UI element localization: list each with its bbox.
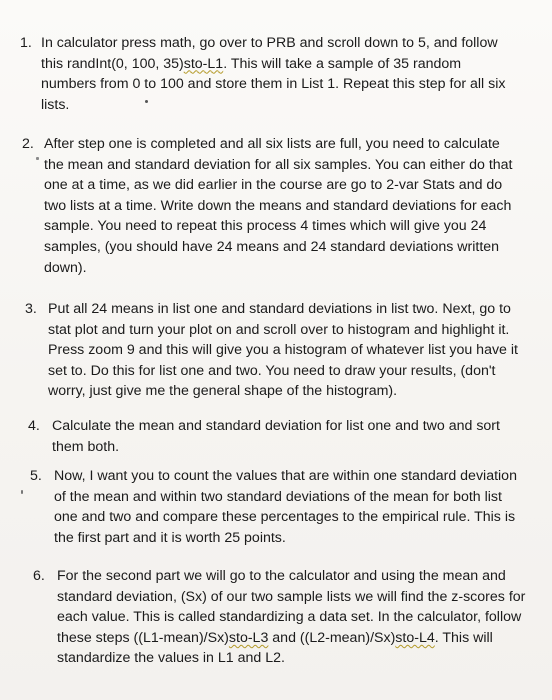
sto-l3-command: sto-L3 — [228, 629, 269, 646]
stray-tick-mark — [21, 490, 23, 494]
text-line: In calculator press math, go over to PRB and scroll down to 5, and follow — [41, 35, 498, 51]
step-text — [41, 33, 505, 115]
sto-l4-command: sto-L4 — [395, 629, 435, 646]
text-line: stat plot and turn your plot on and scroll over to histogram and highlight it. — [48, 321, 510, 338]
text-line: of the mean and within two standard deviations of the mean for both list — [54, 488, 502, 505]
step-number: 5. — [30, 468, 42, 484]
text-line: set to. Do this for list one and two. You need to draw your results, (don't — [48, 362, 496, 379]
text-line: Put all 24 means in list one and standard deviations in list two. Next, go to — [48, 301, 511, 317]
step-number: 6. — [33, 568, 45, 584]
text-line: Now, I want you to count the values that are within one standard deviation — [54, 468, 517, 484]
text-line: numbers from 0 to 100 and store them in List 1. Repeat this step for all six — [41, 76, 506, 93]
text-line: down). — [44, 259, 87, 276]
text-line: After step one is completed and all six lists are full, you need to calculate — [44, 136, 500, 152]
text-line: standardize the values in L1 and L2. — [57, 650, 285, 667]
step-number: 1. — [20, 35, 32, 51]
text-line: samples, (you should have 24 means and 24 standard deviations written — [44, 238, 500, 255]
step-number: 2. — [22, 136, 34, 152]
text-line: each value. This is called standardizing a data set. In the calculator, follow — [57, 609, 522, 626]
text-line: two lists at a time. Write down the means and standard deviations for each — [44, 197, 512, 214]
sto-l1-command: sto-L1 — [183, 55, 224, 72]
stray-tick-mark — [36, 157, 39, 160]
text-line: worry, just give me the general shape of the histogram). — [48, 383, 398, 400]
step-text — [52, 416, 500, 457]
text-line: standard deviation, (Sx) of our two sample lists we will find the z-scores for — [57, 588, 526, 605]
text-line: the first part and it is worth 25 points. — [54, 529, 286, 546]
step-text — [57, 566, 525, 669]
step-text — [48, 299, 518, 402]
step-number: 4. — [28, 418, 40, 434]
text-line: these steps ((L1-mean)/Sx)sto-L3 and ((L2-mean)/Sx)sto-L4. This will — [57, 629, 493, 646]
text-line: For the second part we will go to the calculator and using the mean and — [57, 568, 506, 584]
text-line: lists. — [41, 96, 70, 113]
step-number: 3. — [25, 301, 37, 317]
text-line: Calculate the mean and standard deviation for list one and two and sort — [52, 418, 500, 434]
text-line: one at a time, as we did earlier in the course are go to 2-var Stats and do — [44, 177, 503, 194]
text-line: this randInt(0, 100, 35)sto-L1. This will take a sample of 35 random — [41, 55, 462, 72]
stray-dot-mark — [145, 100, 148, 103]
text-line: them both. — [52, 438, 120, 455]
text-line: sample. You need to repeat this process 4 times which will give you 24 — [44, 218, 487, 235]
text-line: Press zoom 9 and this will give you a histogram of whatever list you have it — [48, 342, 518, 359]
step-text — [54, 466, 517, 548]
step-text — [44, 134, 512, 278]
text-line: one and two and compare these percentages to the empirical rule. This is — [54, 509, 516, 526]
text-line: the mean and standard deviation for all six samples. You can either do that — [44, 156, 513, 173]
